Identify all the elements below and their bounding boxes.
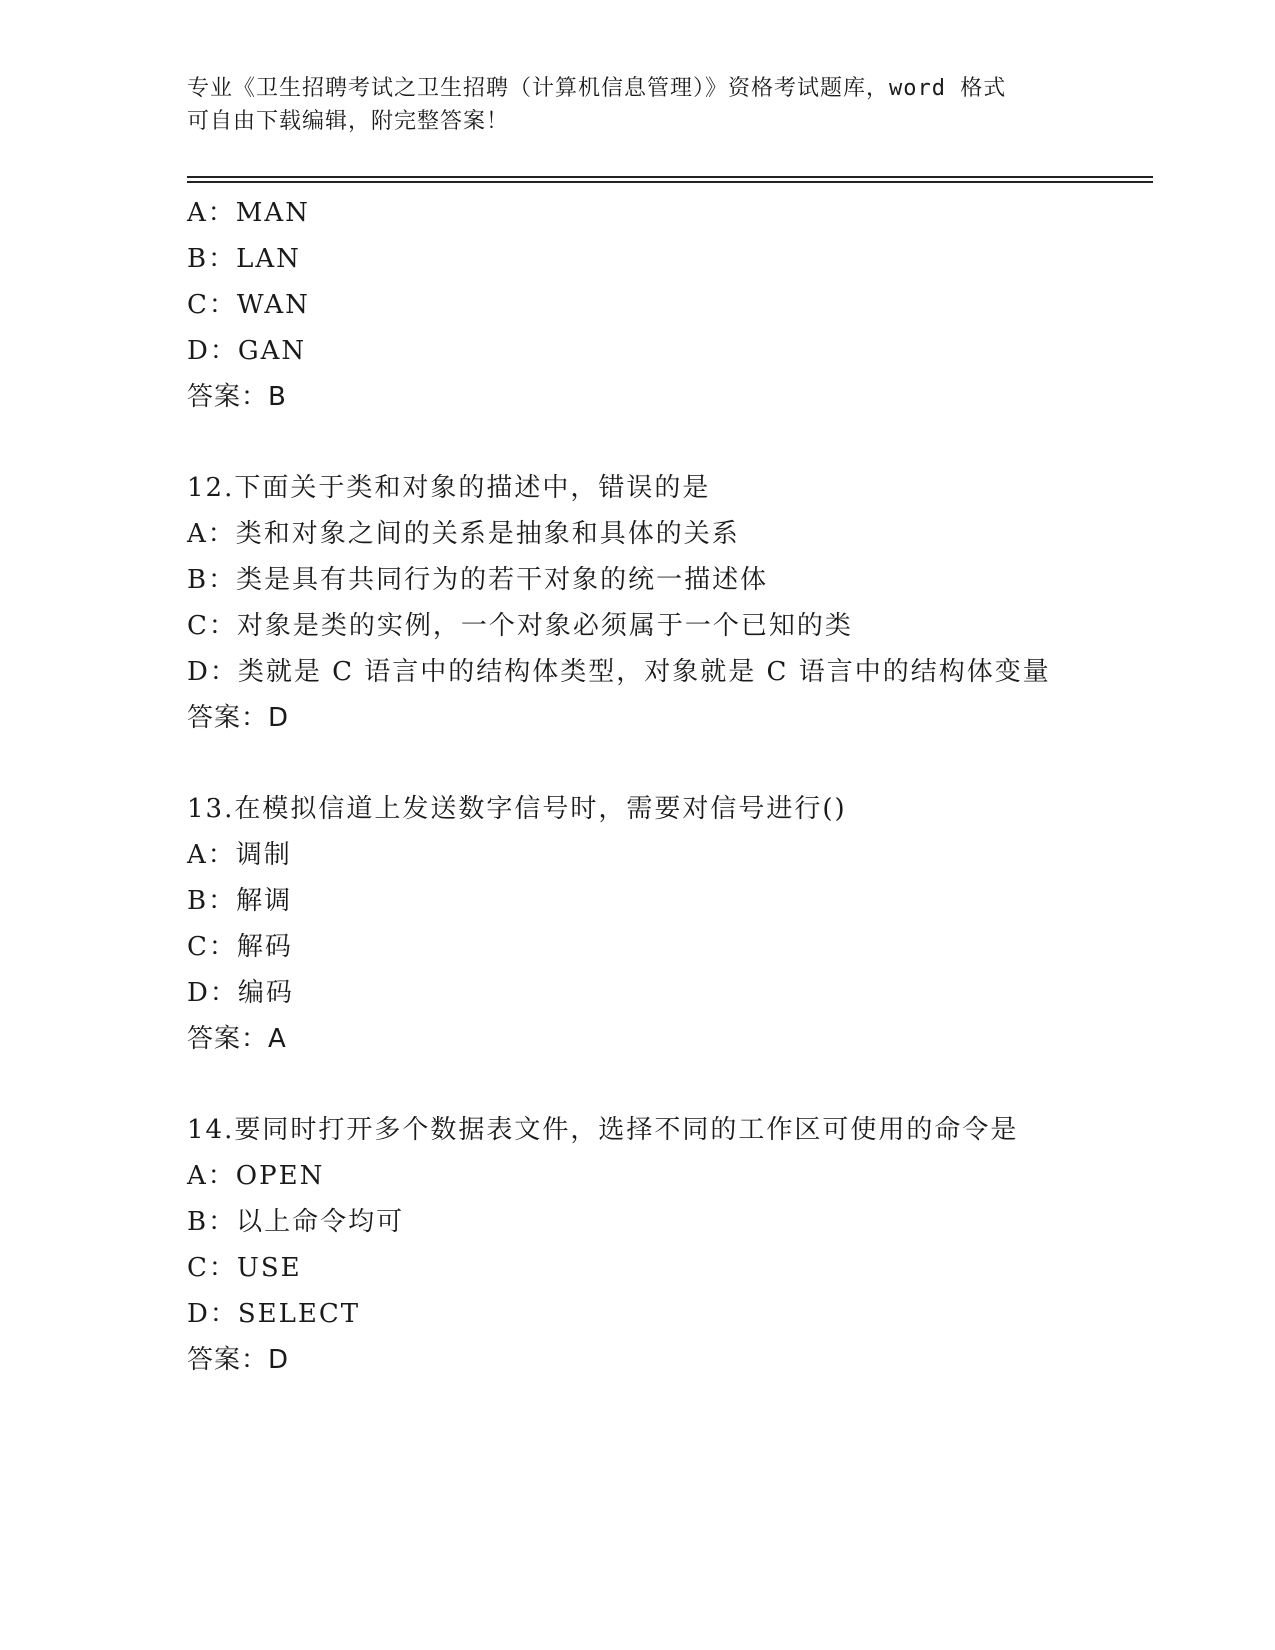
option-a bbox=[187, 1153, 1153, 1199]
question-13 bbox=[187, 786, 1153, 1062]
question-12 bbox=[187, 465, 1153, 741]
option-text: GAN bbox=[237, 336, 307, 366]
option-key: D： bbox=[187, 978, 238, 1008]
question-14 bbox=[187, 1107, 1153, 1383]
header-line-2: 可自由下载编辑，附完整答案！ bbox=[187, 109, 510, 134]
question-spacer bbox=[187, 741, 1153, 786]
document-header bbox=[187, 72, 1067, 138]
header-line-1: 专业《卫生招聘考试之卫生招聘（计算机信息管理）》资格考试题库，word 格式 bbox=[187, 76, 1007, 101]
answer-line: 答案：A bbox=[187, 1024, 287, 1054]
option-b bbox=[187, 878, 1153, 924]
option-text: MAN bbox=[235, 198, 310, 228]
option-key: C： bbox=[187, 290, 237, 320]
option-text: 类和对象之间的关系是抽象和具体的关系 bbox=[235, 519, 740, 549]
option-c bbox=[187, 282, 1153, 328]
option-d bbox=[187, 1291, 1153, 1337]
option-text: 调制 bbox=[235, 840, 292, 870]
option-d bbox=[187, 970, 1153, 1016]
option-text: SELECT bbox=[237, 1299, 361, 1329]
option-key: C： bbox=[187, 932, 237, 962]
question-title: 13.在模拟信道上发送数字信号时，需要对信号进行() bbox=[187, 794, 847, 824]
option-text: 对象是类的实例，一个对象必须属于一个已知的类 bbox=[236, 611, 853, 641]
option-d bbox=[187, 649, 1153, 695]
option-key: C： bbox=[187, 611, 237, 641]
option-text: 类是具有共同行为的若干对象的统一描述体 bbox=[236, 565, 769, 595]
option-key: B： bbox=[187, 886, 237, 916]
question-spacer bbox=[187, 1062, 1153, 1107]
option-key: A： bbox=[187, 840, 236, 870]
header-divider-top bbox=[187, 176, 1153, 178]
option-c bbox=[187, 603, 1153, 649]
option-key: A： bbox=[187, 1161, 236, 1191]
question-title: 14.要同时打开多个数据表文件，选择不同的工作区可使用的命令是 bbox=[187, 1115, 1019, 1145]
answer-line: 答案：D bbox=[187, 1345, 290, 1375]
option-text: 解调 bbox=[236, 886, 293, 916]
option-b bbox=[187, 236, 1153, 282]
option-a bbox=[187, 190, 1153, 236]
option-text: 解码 bbox=[236, 932, 293, 962]
answer-line: 答案：B bbox=[187, 382, 287, 412]
option-key: D： bbox=[187, 336, 238, 366]
header-divider-bottom bbox=[187, 181, 1153, 183]
option-b bbox=[187, 557, 1153, 603]
option-d bbox=[187, 328, 1153, 374]
question-spacer bbox=[187, 420, 1153, 465]
answer-line: 答案：D bbox=[187, 703, 290, 733]
question-title: 12.下面关于类和对象的描述中，错误的是 bbox=[187, 473, 711, 503]
question-11 bbox=[187, 190, 1153, 420]
option-text: WAN bbox=[236, 290, 310, 320]
option-key: D： bbox=[187, 1299, 238, 1329]
option-b bbox=[187, 1199, 1153, 1245]
option-key: D： bbox=[187, 657, 238, 687]
option-a bbox=[187, 511, 1153, 557]
option-key: A： bbox=[187, 519, 236, 549]
question-list bbox=[187, 190, 1153, 1383]
option-key: C： bbox=[187, 1253, 237, 1283]
option-text: USE bbox=[236, 1253, 302, 1283]
option-text: OPEN bbox=[235, 1161, 325, 1191]
option-c bbox=[187, 924, 1153, 970]
option-key: A： bbox=[187, 198, 236, 228]
option-key: B： bbox=[187, 1207, 237, 1237]
option-key: B： bbox=[187, 565, 237, 595]
option-a bbox=[187, 832, 1153, 878]
option-c bbox=[187, 1245, 1153, 1291]
option-key: B： bbox=[187, 244, 237, 274]
option-text: LAN bbox=[236, 244, 301, 274]
option-text: 类就是 C 语言中的结构体类型，对象就是 C 语言中的结构体变量 bbox=[237, 657, 1051, 687]
option-text: 编码 bbox=[237, 978, 294, 1008]
option-text: 以上命令均可 bbox=[236, 1207, 405, 1237]
